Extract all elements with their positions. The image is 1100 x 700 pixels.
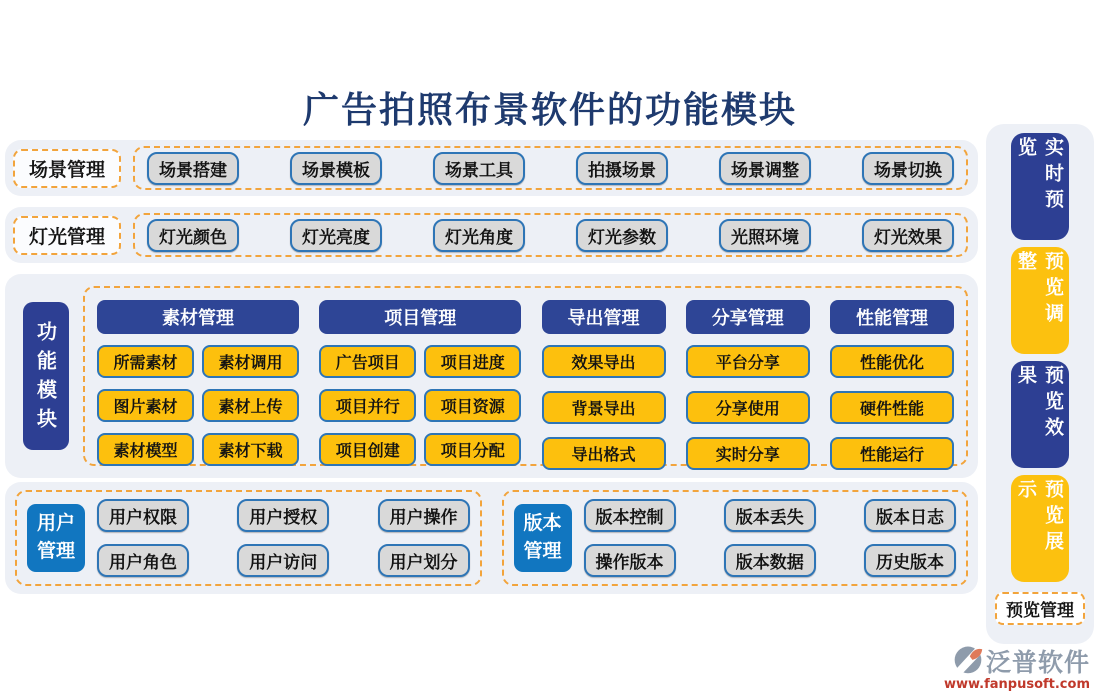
diagram-node: 灯光参数 <box>576 219 668 252</box>
share-management-column <box>686 300 810 464</box>
diagram-node: 用户划分 <box>378 544 470 577</box>
fanpu-logo-icon <box>952 643 984 679</box>
diagram-node: 图片素材 <box>97 389 194 422</box>
group-items <box>584 499 957 577</box>
scene-management-label: 场景管理 <box>13 149 121 188</box>
column-items <box>542 345 666 470</box>
function-module-band <box>5 274 978 478</box>
diagram-node: 用户访问 <box>237 544 329 577</box>
column-items <box>319 345 521 466</box>
column-header: 导出管理 <box>542 300 666 334</box>
function-module-container <box>83 286 968 466</box>
preview-adjust-pill: 预览调整 <box>1011 247 1069 354</box>
diagram-node: 版本数据 <box>724 544 816 577</box>
diagram-node: 性能运行 <box>830 437 954 470</box>
preview-effect-pill: 预览效果 <box>1011 361 1069 468</box>
export-management-column <box>542 300 666 464</box>
diagram-node: 用户授权 <box>237 499 329 532</box>
lighting-items-container <box>133 213 968 257</box>
diagram-node: 效果导出 <box>542 345 666 378</box>
diagram-node: 用户权限 <box>97 499 189 532</box>
logo-url[interactable]: www.fanpusoft.com <box>943 677 1090 692</box>
diagram-node: 导出格式 <box>542 437 666 470</box>
diagram-node: 灯光角度 <box>433 219 525 252</box>
column-header: 分享管理 <box>686 300 810 334</box>
diagram-node: 广告项目 <box>319 345 416 378</box>
diagram-node: 灯光亮度 <box>290 219 382 252</box>
group-items <box>97 499 470 577</box>
diagram-node: 项目资源 <box>424 389 521 422</box>
diagram-node: 素材调用 <box>202 345 299 378</box>
scene-management-band <box>5 140 978 196</box>
diagram-node: 平台分享 <box>686 345 810 378</box>
lighting-management-band <box>5 207 978 263</box>
page-title: 广告拍照布景软件的功能模块 <box>302 89 797 131</box>
diagram-node: 灯光效果 <box>862 219 954 252</box>
main-diagram-area <box>5 140 978 594</box>
diagram-node: 硬件性能 <box>830 391 954 424</box>
project-management-column <box>319 300 521 460</box>
column-header: 性能管理 <box>830 300 954 334</box>
material-management-column <box>97 300 299 460</box>
diagram-node: 场景工具 <box>433 152 525 185</box>
diagram-node: 项目进度 <box>424 345 521 378</box>
diagram-node: 用户角色 <box>97 544 189 577</box>
realtime-preview-pill: 实时预览 <box>1011 133 1069 240</box>
logo-name: 泛普软件 <box>985 648 1090 677</box>
column-header: 项目管理 <box>319 300 521 334</box>
diagram-node: 素材上传 <box>202 389 299 422</box>
diagram-node: 用户操作 <box>378 499 470 532</box>
diagram-node: 版本控制 <box>584 499 676 532</box>
diagram-node: 分享使用 <box>686 391 810 424</box>
diagram-node: 操作版本 <box>584 544 676 577</box>
user-management-group <box>15 490 482 586</box>
diagram-node: 场景切换 <box>862 152 954 185</box>
diagram-node: 版本日志 <box>864 499 956 532</box>
column-header: 素材管理 <box>97 300 299 334</box>
diagram-node: 版本丢失 <box>724 499 816 532</box>
diagram-node: 素材下载 <box>202 433 299 466</box>
diagram-node: 素材模型 <box>97 433 194 466</box>
fanpu-logo <box>925 643 1090 692</box>
diagram-node: 场景搭建 <box>147 152 239 185</box>
diagram-node: 灯光颜色 <box>147 219 239 252</box>
column-items <box>830 345 954 470</box>
diagram-node: 项目并行 <box>319 389 416 422</box>
diagram-node: 性能优化 <box>830 345 954 378</box>
diagram-node: 光照环境 <box>719 219 811 252</box>
preview-management-label: 预览管理 <box>995 592 1085 625</box>
preview-sidebar <box>986 124 1094 644</box>
diagram-node: 背景导出 <box>542 391 666 424</box>
performance-management-column <box>830 300 954 464</box>
lighting-management-label: 灯光管理 <box>13 216 121 255</box>
bottom-band <box>5 482 978 594</box>
preview-display-pill: 预览展示 <box>1011 475 1069 582</box>
user-management-label: 用户管理 <box>27 504 85 571</box>
function-module-label: 功能模块 <box>23 302 69 450</box>
column-items <box>686 345 810 470</box>
version-management-label: 版本管理 <box>514 504 572 571</box>
diagram-node: 所需素材 <box>97 345 194 378</box>
diagram-node: 项目创建 <box>319 433 416 466</box>
version-management-group <box>502 490 969 586</box>
diagram-node: 项目分配 <box>424 433 521 466</box>
diagram-node: 场景模板 <box>290 152 382 185</box>
scene-items-container <box>133 146 968 190</box>
diagram-node: 场景调整 <box>719 152 811 185</box>
diagram-node: 历史版本 <box>864 544 956 577</box>
diagram-node: 实时分享 <box>686 437 810 470</box>
diagram-node: 拍摄场景 <box>576 152 668 185</box>
column-items <box>97 345 299 466</box>
